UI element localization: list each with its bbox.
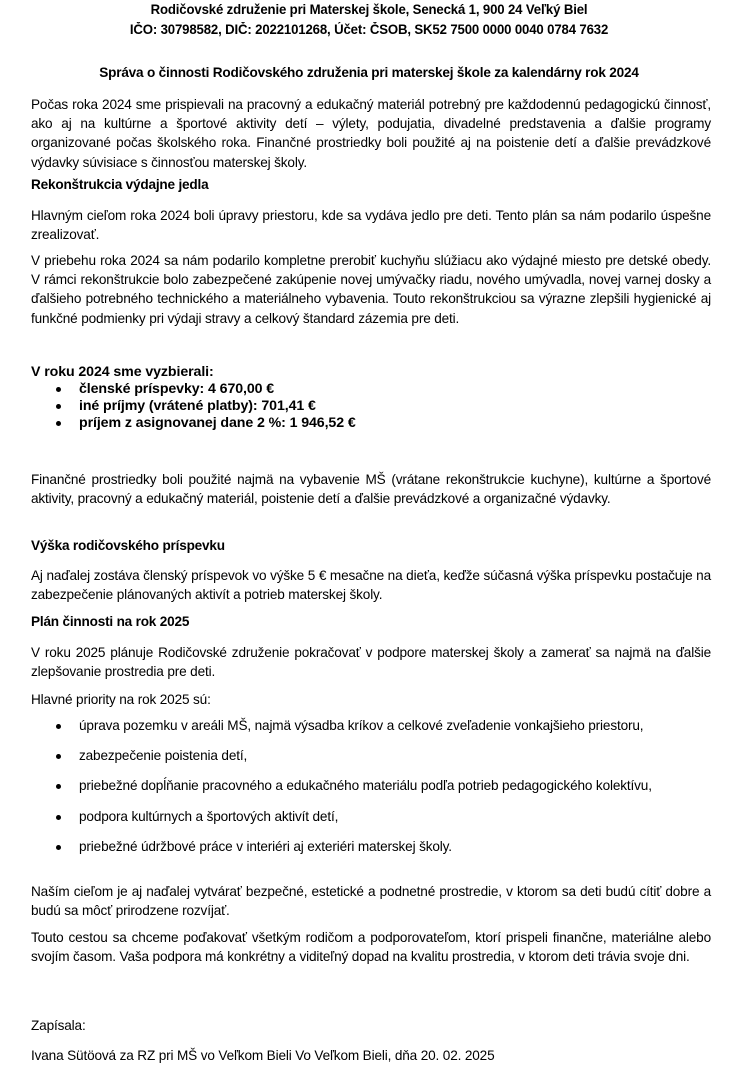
priorities-intro: Hlavné priority na rok 2025 sú:	[31, 692, 211, 707]
reconstruction-heading: Rekonštrukcia výdajne jedla	[31, 177, 209, 192]
priority-item-label: úprava pozemku v areáli MŠ, najmä výsadba kríkov a celkové zveľadenie vonkajšieho priestoru,	[79, 718, 644, 733]
letterhead-line-1: Rodičovské združenie pri Materskej škole, Senecká 1, 900 24 Veľký Biel	[150, 2, 588, 17]
report-title: Správa o činnosti Rodičovského združenia pri materskej škole za kalendárny rok 2024	[99, 65, 639, 80]
bullet-icon	[56, 387, 61, 392]
funds-item-label: členské príspevky: 4 670,00 €	[79, 381, 275, 397]
bullet-icon	[56, 815, 61, 820]
contribution-heading: Výška rodičovského príspevku	[31, 538, 225, 553]
funds-item-label: iné príjmy (vrátené platby): 701,41 €	[79, 398, 316, 414]
goal-paragraph: Naším cieľom je aj naďalej vytvárať bezpečné, estetické a podnetné prostredie, v ktorom sa deti budú cítiť dobre a budú sa môcť prirodzene rozvíjať.	[31, 884, 711, 919]
plan-paragraph: V roku 2025 plánuje Rodičovské združenie pokračovať v podpore materskej školy a zamerať sa najmä na ďalšie zlepšovanie prostredia pre deti.	[31, 645, 711, 680]
reconstruction-paragraph-2: V priebehu roka 2024 sa nám podarilo kompletne prerobiť kuchyňu slúžiacu ako výdajné miesto pre detské obedy. V rámci rekonštrukcie bolo zabezpečené zakúpenie novej umývačky riadu, nového umývadla, novej varnej dosky a ďalšieho potrebného technického a materiálneho vybavenia. Touto rekonštrukciou sa výrazne zlepšili hygienické aj funkčné podmienky pri výdaji stravy a celkový štandard zázemia pre deti.	[31, 253, 711, 326]
bullet-icon	[56, 421, 61, 426]
priority-item	[0, 837, 711, 856]
bullet-icon	[56, 845, 61, 850]
reconstruction-paragraph-1: Hlavným cieľom roka 2024 boli úpravy priestoru, kde sa vydáva jedlo pre deti. Tento plán sa nám podarilo úspešne zrealizovať.	[31, 208, 711, 243]
priority-item	[0, 807, 711, 826]
priorities-list	[0, 716, 738, 867]
bullet-icon	[56, 724, 61, 729]
intro-paragraph: Počas roka 2024 sme prispievali na pracovný a edukačný materiál potrebný pre každodennú pedagogickú činnosť, ako aj na kultúrne a športové aktivity detí – výlety, podujatia, divadelné predstavenia a ďalšie programy organizované počas školského roka. Finančné prostriedky boli použité aj na poistenie detí a ďalšie prevádzkové výdavky súvisiace s činnosťou materskej školy.	[31, 97, 711, 170]
contribution-paragraph: Aj naďalej zostáva členský príspevok vo výške 5 € mesačne na dieťa, keďže súčasná výška príspevku postačuje na zabezpečenie plánovaných aktivít a potrieb materskej školy.	[31, 568, 711, 603]
letterhead-line-2: IČO: 30798582, DIČ: 2022101268, Účet: ČSOB, SK52 7500 0000 0040 0784 7632	[129, 22, 609, 37]
funds-item	[0, 415, 738, 432]
bullet-icon	[56, 404, 61, 409]
priority-item-label: zabezpečenie poistenia detí,	[79, 748, 248, 764]
priority-item-label: priebežné údržbové práce v interiéri aj exteriéri materskej školy.	[79, 838, 452, 854]
bullet-icon	[56, 754, 61, 759]
funds-heading: V roku 2024 sme vyzbierali:	[31, 364, 214, 380]
priority-item-label: podpora kultúrnych a športových aktivít detí,	[79, 808, 339, 824]
funds-usage-paragraph: Finančné prostriedky boli použité najmä na vybavenie MŠ (vrátane rekonštrukcie kuchyne), kultúrne a športové aktivity, pracovný a edukačný materiál, poistenie detí a ďalšie prevádzkové a organizačné výdavky.	[31, 472, 711, 507]
priority-item-label: priebežné dopĺňanie pracovného a edukačného materiálu podľa potrieb pedagogického kolektívu,	[79, 778, 652, 794]
thanks-paragraph: Touto cestou sa chceme poďakovať všetkým rodičom a podporovateľom, ktorí prispeli finančne, materiálne alebo svojím časom. Vaša podpora má konkrétny a viditeľný dopad na kvalitu prostredia, v ktorom deti trávia svoje dni.	[31, 930, 711, 965]
funds-item	[0, 398, 738, 415]
priority-item	[0, 716, 711, 735]
bullet-icon	[56, 784, 61, 789]
funds-item-label: príjem z asignovanej dane 2 %: 1 946,52 €	[79, 415, 356, 431]
priority-item	[0, 746, 711, 765]
plan-heading: Plán činnosti na rok 2025	[31, 614, 190, 629]
signature-line: Ivana Sütöová za RZ pri MŠ vo Veľkom Bieli Vo Veľkom Bieli, dňa 20. 02. 2025	[31, 1048, 495, 1063]
funds-list	[0, 381, 738, 432]
funds-item	[0, 381, 738, 398]
signature-label: Zapísala:	[31, 1018, 86, 1033]
priority-item	[0, 776, 711, 795]
